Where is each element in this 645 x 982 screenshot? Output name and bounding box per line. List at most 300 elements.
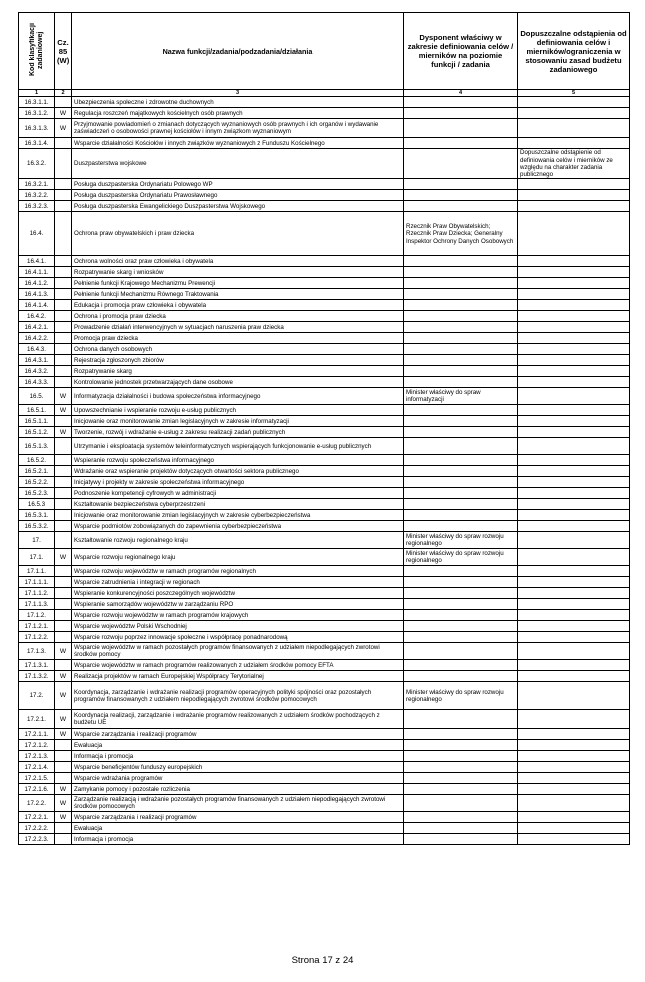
- row-odstepienie: [518, 682, 630, 710]
- row-w-marker: [55, 610, 72, 621]
- row-dysponent: [404, 267, 518, 278]
- row-odstepienie: [518, 740, 630, 751]
- table-row: [19, 671, 630, 682]
- row-name: Koordynacja realizacji, zarządzanie i wdrażanie programów realizowanych z udziałem środków pochodzących z budżetu UE: [72, 710, 404, 729]
- row-w-marker: [55, 333, 72, 344]
- row-name: Informacja i promocja: [72, 834, 404, 845]
- row-code: 17.1.1.1.: [19, 577, 55, 588]
- table-row: [19, 300, 630, 311]
- row-code: 16.5.2.2.: [19, 477, 55, 488]
- row-code: 16.4.2.2.: [19, 333, 55, 344]
- row-code: 17.2.2.1.: [19, 812, 55, 823]
- row-odstepienie: [518, 823, 630, 834]
- row-dysponent: [404, 671, 518, 682]
- row-w-marker: W: [55, 643, 72, 660]
- row-w-marker: [55, 344, 72, 355]
- row-dysponent: [404, 201, 518, 212]
- table-row: [19, 795, 630, 812]
- row-dysponent: [404, 119, 518, 138]
- row-dysponent: [404, 455, 518, 466]
- row-w-marker: [55, 267, 72, 278]
- row-odstepienie: [518, 510, 630, 521]
- row-code: 16.5.3.2.: [19, 521, 55, 532]
- row-w-marker: W: [55, 710, 72, 729]
- row-name: Wspieranie samorządów województw w zarządzaniu RPO: [72, 599, 404, 610]
- row-name: Edukacja i promocja praw człowieka i obywatela: [72, 300, 404, 311]
- row-dysponent: [404, 466, 518, 477]
- row-odstepienie: [518, 333, 630, 344]
- row-odstepienie: [518, 256, 630, 267]
- row-w-marker: [55, 311, 72, 322]
- row-w-marker: [55, 773, 72, 784]
- row-w-marker: [55, 740, 72, 751]
- row-code: 17.1.3.: [19, 643, 55, 660]
- row-odstepienie: [518, 466, 630, 477]
- row-dysponent: [404, 377, 518, 388]
- row-w-marker: W: [55, 405, 72, 416]
- row-name: Ewaluacja: [72, 740, 404, 751]
- row-name: Duszpasterstwa wojskowe: [72, 149, 404, 179]
- table-row: [19, 427, 630, 438]
- table-row: [19, 108, 630, 119]
- row-w-marker: W: [55, 795, 72, 812]
- row-odstepienie: [518, 834, 630, 845]
- row-name: Rozpatrywanie skarg i wniosków: [72, 267, 404, 278]
- row-name: Rejestracja zgłoszonych zbiorów: [72, 355, 404, 366]
- row-name: Posługa duszpasterska Ordynariatu Polowego WP: [72, 179, 404, 190]
- row-dysponent: [404, 344, 518, 355]
- row-code: 16.3.1.4.: [19, 138, 55, 149]
- row-code: 17.1.2.2.: [19, 632, 55, 643]
- row-dysponent: [404, 751, 518, 762]
- table-row: [19, 455, 630, 466]
- row-code: 16.3.2.2.: [19, 190, 55, 201]
- row-dysponent: [404, 610, 518, 621]
- table-row: [19, 682, 630, 710]
- table-row: [19, 751, 630, 762]
- row-w-marker: [55, 488, 72, 499]
- table-row: [19, 610, 630, 621]
- row-code: 17.2.1.: [19, 710, 55, 729]
- row-dysponent: [404, 510, 518, 521]
- row-dysponent: Minister właściwy do spraw informatyzacji: [404, 388, 518, 405]
- row-w-marker: [55, 278, 72, 289]
- row-code: 16.5.2.1.: [19, 466, 55, 477]
- row-dysponent: [404, 729, 518, 740]
- table-row: [19, 355, 630, 366]
- row-odstepienie: [518, 97, 630, 108]
- row-odstepienie: [518, 119, 630, 138]
- row-w-marker: [55, 300, 72, 311]
- row-code: 17.1.1.3.: [19, 599, 55, 610]
- row-w-marker: [55, 660, 72, 671]
- row-name: Koordynacja, zarządzanie i wdrażanie realizacji programów operacyjnych polityki spójności oraz pozostałych programów finansowanych z udziałem niepodlegających zwrotowi środków pomocowych: [72, 682, 404, 710]
- row-odstepienie: [518, 190, 630, 201]
- row-code: 17.1.1.2.: [19, 588, 55, 599]
- row-code: 17.2.: [19, 682, 55, 710]
- row-code: 16.4.1.: [19, 256, 55, 267]
- row-w-marker: W: [55, 119, 72, 138]
- row-name: Ochrona praw obywatelskich i praw dziecka: [72, 212, 404, 256]
- row-odstepienie: [518, 438, 630, 455]
- table-row: [19, 149, 630, 179]
- row-code: 16.4.3.1.: [19, 355, 55, 366]
- row-dysponent: Minister właściwy do spraw rozwoju regionalnego: [404, 549, 518, 566]
- row-code: 17.2.2.3.: [19, 834, 55, 845]
- row-code: 17.2.1.5.: [19, 773, 55, 784]
- row-name: Wsparcie zarządzania i realizacji programów: [72, 812, 404, 823]
- row-w-marker: [55, 179, 72, 190]
- row-dysponent: [404, 812, 518, 823]
- row-w-marker: [55, 566, 72, 577]
- row-w-marker: [55, 823, 72, 834]
- header-dysponent: Dysponent właściwy w zakresie definiowania celów / mierników na poziomie funkcji / zadania: [404, 13, 518, 90]
- row-dysponent: [404, 784, 518, 795]
- row-odstepienie: [518, 377, 630, 388]
- table-row: [19, 621, 630, 632]
- row-w-marker: [55, 632, 72, 643]
- row-w-marker: [55, 599, 72, 610]
- row-dysponent: [404, 477, 518, 488]
- row-code: 16.3.1.1.: [19, 97, 55, 108]
- row-dysponent: Rzecznik Praw Obywatelskich; Rzecznik Praw Dziecka; Generalny Inspektor Ochrony Danych Osobowych: [404, 212, 518, 256]
- table-row: [19, 97, 630, 108]
- row-w-marker: W: [55, 671, 72, 682]
- column-number: 3: [72, 90, 404, 97]
- row-odstepienie: [518, 416, 630, 427]
- table-row: [19, 510, 630, 521]
- row-odstepienie: [518, 179, 630, 190]
- row-code: 17.1.1.: [19, 566, 55, 577]
- row-w-marker: [55, 97, 72, 108]
- row-name: Wsparcie rozwoju województw w ramach programów krajowych: [72, 610, 404, 621]
- row-name: Ochrona i promocja praw dziecka: [72, 311, 404, 322]
- row-dysponent: [404, 499, 518, 510]
- row-odstepienie: [518, 278, 630, 289]
- row-odstepienie: [518, 289, 630, 300]
- table-row: [19, 366, 630, 377]
- table-row: [19, 834, 630, 845]
- table-row: [19, 488, 630, 499]
- row-code: 17.1.: [19, 549, 55, 566]
- row-dysponent: [404, 300, 518, 311]
- row-odstepienie: [518, 499, 630, 510]
- table-row: [19, 660, 630, 671]
- row-odstepienie: [518, 566, 630, 577]
- row-name: Prowadzenie działań interwencyjnych w sytuacjach naruszenia praw dziecka: [72, 322, 404, 333]
- row-w-marker: [55, 588, 72, 599]
- row-name: Posługa duszpasterska Ewangelickiego Duszpasterstwa Wojskowego: [72, 201, 404, 212]
- row-dysponent: [404, 643, 518, 660]
- table-row: [19, 499, 630, 510]
- row-odstepienie: [518, 660, 630, 671]
- row-name: Kształtowanie rozwoju regionalnego kraju: [72, 532, 404, 549]
- row-dysponent: [404, 355, 518, 366]
- row-dysponent: [404, 311, 518, 322]
- row-code: 16.4.1.4.: [19, 300, 55, 311]
- table-row: [19, 438, 630, 455]
- row-name: Ochrona wolności oraz praw człowieka i obywatela: [72, 256, 404, 267]
- row-w-marker: [55, 322, 72, 333]
- row-code: 17.2.1.4.: [19, 762, 55, 773]
- row-code: 16.5.3: [19, 499, 55, 510]
- row-w-marker: [55, 416, 72, 427]
- table-row: [19, 416, 630, 427]
- row-name: Wsparcie zatrudnienia i integracji w regionach: [72, 577, 404, 588]
- row-odstepienie: [518, 322, 630, 333]
- row-w-marker: [55, 477, 72, 488]
- row-odstepienie: [518, 344, 630, 355]
- row-name: Realizacja projektów w ramach Europejskiej Współpracy Terytorialnej: [72, 671, 404, 682]
- row-code: 17.2.2.: [19, 795, 55, 812]
- row-code: 16.5.1.: [19, 405, 55, 416]
- row-code: 17.1.2.1.: [19, 621, 55, 632]
- row-odstepienie: [518, 300, 630, 311]
- row-name: Inicjowanie oraz monitorowanie zmian legislacyjnych w zakresie informatyzacji: [72, 416, 404, 427]
- row-name: Tworzenie, rozwój i wdrażanie e-usług z zakresu realizacji zadań publicznych: [72, 427, 404, 438]
- row-odstepienie: [518, 773, 630, 784]
- row-w-marker: [55, 499, 72, 510]
- row-name: Informatyzacja działalności i budowa społeczeństwa informacyjnego: [72, 388, 404, 405]
- row-dysponent: [404, 566, 518, 577]
- table-row: [19, 566, 630, 577]
- header-row: [19, 13, 630, 90]
- table-row: [19, 344, 630, 355]
- table-row: [19, 256, 630, 267]
- row-code: 16.5.1.3.: [19, 438, 55, 455]
- row-w-marker: [55, 201, 72, 212]
- table-row: [19, 784, 630, 795]
- row-dysponent: Minister właściwy do spraw rozwoju regionalnego: [404, 532, 518, 549]
- row-code: 17.1.2.: [19, 610, 55, 621]
- row-name: Inicjowanie oraz monitorowanie zmian legislacyjnych w zakresie cyberbezpieczeństwa: [72, 510, 404, 521]
- row-odstepienie: [518, 599, 630, 610]
- table-row: [19, 577, 630, 588]
- table-row: [19, 190, 630, 201]
- row-name: Wdrażanie oraz wspieranie projektów dotyczących otwartości sektora publicznego: [72, 466, 404, 477]
- row-dysponent: [404, 488, 518, 499]
- row-name: Ochrona danych osobowych: [72, 344, 404, 355]
- row-dysponent: [404, 149, 518, 179]
- table-row: [19, 549, 630, 566]
- table-row: [19, 405, 630, 416]
- row-w-marker: [55, 521, 72, 532]
- column-number-row: [19, 90, 630, 97]
- row-code: 17.2.2.2.: [19, 823, 55, 834]
- table-row: [19, 179, 630, 190]
- table-row: [19, 588, 630, 599]
- row-code: 16.5.3.1.: [19, 510, 55, 521]
- row-odstepienie: [518, 643, 630, 660]
- header-cz: Cz. 85 (W): [55, 13, 72, 90]
- row-name: Wsparcie województw w ramach pozostałych programów finansowanych z udziałem niepodlegających zwrotowi środków pomocy: [72, 643, 404, 660]
- row-code: 16.4.1.2.: [19, 278, 55, 289]
- row-dysponent: [404, 138, 518, 149]
- row-odstepienie: [518, 108, 630, 119]
- row-name: Inicjatywy i projekty w zakresie społeczeństwa informacyjnego: [72, 477, 404, 488]
- row-w-marker: W: [55, 682, 72, 710]
- row-name: Wsparcie zarządzania i realizacji programów: [72, 729, 404, 740]
- table-row: [19, 138, 630, 149]
- table-row: [19, 632, 630, 643]
- row-name: Kontrolowanie jednostek przetwarzających dane osobowe: [72, 377, 404, 388]
- row-w-marker: W: [55, 427, 72, 438]
- table-row: [19, 532, 630, 549]
- table-row: [19, 740, 630, 751]
- row-odstepienie: [518, 812, 630, 823]
- row-dysponent: [404, 823, 518, 834]
- row-name: Upowszechnianie i wspieranie rozwoju e-usług publicznych: [72, 405, 404, 416]
- row-dysponent: [404, 256, 518, 267]
- row-dysponent: [404, 521, 518, 532]
- row-w-marker: [55, 366, 72, 377]
- row-name: Wsparcie podmiotów zobowiązanych do zapewnienia cyberbezpieczeństwa: [72, 521, 404, 532]
- table-row: [19, 643, 630, 660]
- row-w-marker: W: [55, 812, 72, 823]
- row-odstepienie: [518, 532, 630, 549]
- table-row: [19, 267, 630, 278]
- row-w-marker: [55, 138, 72, 149]
- row-w-marker: [55, 621, 72, 632]
- row-dysponent: [404, 416, 518, 427]
- row-odstepienie: [518, 355, 630, 366]
- table-row: [19, 201, 630, 212]
- row-odstepienie: [518, 762, 630, 773]
- row-odstepienie: [518, 521, 630, 532]
- row-name: Wspieranie konkurencyjności poszczególnych województw: [72, 588, 404, 599]
- column-number: 5: [518, 90, 630, 97]
- row-odstepienie: [518, 588, 630, 599]
- row-w-marker: W: [55, 388, 72, 405]
- row-odstepienie: [518, 267, 630, 278]
- row-code: 17.2.1.3.: [19, 751, 55, 762]
- row-dysponent: [404, 773, 518, 784]
- row-odstepienie: [518, 427, 630, 438]
- row-w-marker: [55, 834, 72, 845]
- header-odstepienia: Dopuszczalne odstąpienia od definiowania celów i mierników/ograniczenia w stosowaniu zasad budżetu zadaniowego: [518, 13, 630, 90]
- row-odstepienie: [518, 388, 630, 405]
- row-odstepienie: [518, 710, 630, 729]
- table-row: [19, 289, 630, 300]
- row-dysponent: [404, 322, 518, 333]
- row-odstepienie: [518, 455, 630, 466]
- row-name: Regulacja roszczeń majątkowych kościelnych osób prawnych: [72, 108, 404, 119]
- row-name: Rozpatrywanie skarg: [72, 366, 404, 377]
- row-w-marker: [55, 751, 72, 762]
- page-footer: Strona 17 z 24: [291, 955, 354, 966]
- row-code: 16.4.1.1.: [19, 267, 55, 278]
- row-code: 17.2.1.6.: [19, 784, 55, 795]
- row-code: 16.3.2.3.: [19, 201, 55, 212]
- row-dysponent: [404, 621, 518, 632]
- row-name: Promocja praw dziecka: [72, 333, 404, 344]
- row-dysponent: [404, 179, 518, 190]
- row-w-marker: [55, 355, 72, 366]
- row-name: Wsparcie rozwoju poprzez innowacje społeczne i współpracę ponadnarodową: [72, 632, 404, 643]
- row-dysponent: [404, 710, 518, 729]
- row-dysponent: [404, 278, 518, 289]
- row-name: Podnoszenie kompetencji cyfrowych w administracji: [72, 488, 404, 499]
- row-odstepienie: Dopuszczalne odstąpienie od definiowania celów i mierników ze względu na charakter zadania publicznego: [518, 149, 630, 179]
- row-name: Wsparcie rozwoju regionalnego kraju: [72, 549, 404, 566]
- row-code: 16.3.2.1.: [19, 179, 55, 190]
- table-row: [19, 599, 630, 610]
- row-name: Wspieranie rozwoju społeczeństwa informacyjnego: [72, 455, 404, 466]
- row-w-marker: [55, 190, 72, 201]
- row-dysponent: [404, 190, 518, 201]
- row-code: 16.4.1.3.: [19, 289, 55, 300]
- row-w-marker: W: [55, 108, 72, 119]
- row-w-marker: [55, 577, 72, 588]
- table-row: [19, 278, 630, 289]
- row-odstepienie: [518, 138, 630, 149]
- row-dysponent: [404, 438, 518, 455]
- row-odstepienie: [518, 621, 630, 632]
- row-dysponent: [404, 333, 518, 344]
- row-w-marker: W: [55, 784, 72, 795]
- row-odstepienie: [518, 632, 630, 643]
- row-code: 16.4.3.3.: [19, 377, 55, 388]
- row-name: Wsparcie beneficjentów funduszy europejskich: [72, 762, 404, 773]
- row-code: 16.4.3.: [19, 344, 55, 355]
- row-dysponent: [404, 427, 518, 438]
- row-odstepienie: [518, 212, 630, 256]
- row-dysponent: [404, 599, 518, 610]
- row-w-marker: [55, 212, 72, 256]
- table-row: [19, 311, 630, 322]
- table-row: [19, 119, 630, 138]
- table-row: [19, 466, 630, 477]
- row-odstepienie: [518, 311, 630, 322]
- row-dysponent: [404, 289, 518, 300]
- row-code: 16.3.2.: [19, 149, 55, 179]
- row-code: 16.4.: [19, 212, 55, 256]
- row-name: Zamykanie pomocy i pozostałe rozliczenia: [72, 784, 404, 795]
- table-row: [19, 823, 630, 834]
- row-dysponent: [404, 97, 518, 108]
- row-dysponent: [404, 834, 518, 845]
- row-name: Wsparcie województw Polski Wschodniej: [72, 621, 404, 632]
- row-code: 16.3.1.3.: [19, 119, 55, 138]
- table-row: [19, 729, 630, 740]
- row-name: Informacja i promocja: [72, 751, 404, 762]
- row-dysponent: [404, 405, 518, 416]
- row-name: Utrzymanie i eksploatacja systemów teleinformatycznych wspierających funkcjonowanie e-usług publicznych: [72, 438, 404, 455]
- row-dysponent: Minister właściwy do spraw rozwoju regionalnego: [404, 682, 518, 710]
- row-code: 16.5.2.: [19, 455, 55, 466]
- classification-table: [18, 12, 630, 845]
- row-code: 16.5.: [19, 388, 55, 405]
- row-name: Pełnienie funkcji Mechanizmu Równego Traktowania: [72, 289, 404, 300]
- row-odstepienie: [518, 795, 630, 812]
- row-odstepienie: [518, 577, 630, 588]
- row-code: 17.1.3.2.: [19, 671, 55, 682]
- row-w-marker: W: [55, 729, 72, 740]
- table-row: [19, 333, 630, 344]
- row-code: 16.5.2.3.: [19, 488, 55, 499]
- row-dysponent: [404, 588, 518, 599]
- row-odstepienie: [518, 729, 630, 740]
- row-name: Zarządzanie realizacją i wdrażanie pozostałych programów finansowanych z udziałem niepodlegających zwrotowi środków pomocowych: [72, 795, 404, 812]
- row-dysponent: [404, 660, 518, 671]
- header-kod: Kod klasyfikacji zadaniowej: [19, 13, 55, 90]
- row-dysponent: [404, 366, 518, 377]
- row-w-marker: [55, 532, 72, 549]
- row-odstepienie: [518, 366, 630, 377]
- row-code: 17.: [19, 532, 55, 549]
- row-code: 16.5.1.1.: [19, 416, 55, 427]
- table-row: [19, 322, 630, 333]
